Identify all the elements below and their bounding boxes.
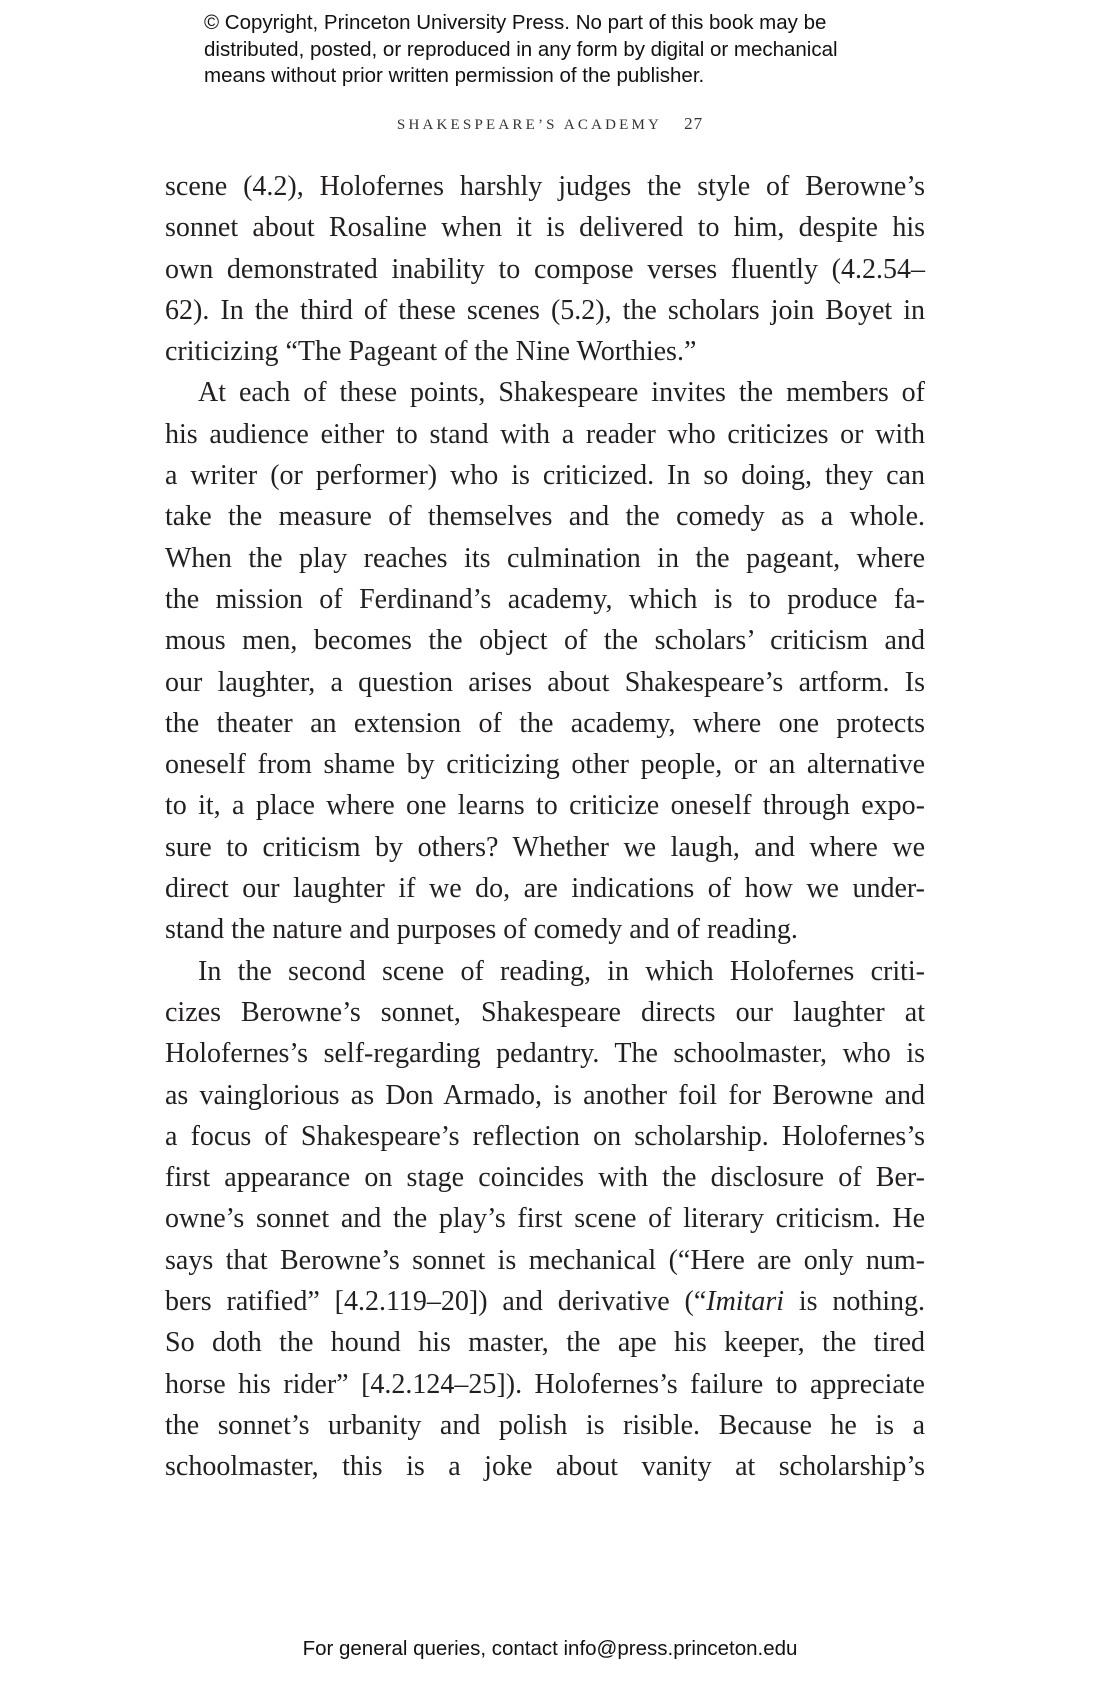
text-line xyxy=(165,290,925,331)
text-line xyxy=(165,662,925,703)
text-line xyxy=(165,372,925,413)
text-segment: to it, a place where one learns to criticize oneself through expo- xyxy=(165,790,925,822)
text-line xyxy=(165,1322,925,1363)
text-segment: direct our laughter if we do, are indications of how we under- xyxy=(165,873,925,905)
text-segment: is nothing. xyxy=(784,1286,925,1318)
text-line xyxy=(165,1364,925,1405)
text-line xyxy=(165,1405,925,1446)
text-segment: as vainglorious as Don Armado, is another foil for Berowne and xyxy=(165,1079,925,1111)
running-head-title: SHAKESPEARE’S ACADEMY xyxy=(396,117,663,133)
text-segment: In the second scene of reading, in which Holofernes criti- xyxy=(198,955,925,987)
text-line xyxy=(165,620,925,661)
text-line xyxy=(165,166,925,207)
text-segment: first appearance on stage coincides with the disclosure of Ber- xyxy=(165,1162,925,1194)
text-segment: horse his rider” [4.2.124–25]). Holofernes’s failure to appreciate xyxy=(165,1368,925,1400)
text-line xyxy=(165,785,925,826)
italic-text: Imitari xyxy=(706,1286,785,1318)
text-segment: oneself from shame by criticizing other people, or an alternative xyxy=(165,749,925,781)
text-segment: his audience either to stand with a reader who criticizes or with xyxy=(165,418,925,450)
text-segment: mous men, becomes the object of the scholars’ criticism and xyxy=(165,625,925,657)
copyright-line: means without prior written permission of the publisher. xyxy=(204,64,705,87)
text-segment: sonnet about Rosaline when it is delivered to him, despite his xyxy=(165,212,925,244)
text-segment: take the measure of themselves and the comedy as a whole. xyxy=(165,501,925,533)
copyright-line: distributed, posted, or reproduced in any form by digital or mechanical xyxy=(204,37,838,61)
text-segment: says that Berowne’s sonnet is mechanical (“Here are only num- xyxy=(165,1244,925,1276)
text-line xyxy=(165,951,925,992)
text-line xyxy=(165,538,925,579)
text-segment: When the play reaches its culmination in the pageant, where xyxy=(165,542,925,574)
text-line xyxy=(165,1281,925,1322)
text-line xyxy=(165,455,925,496)
running-head xyxy=(0,114,1100,134)
text-segment: the mission of Ferdinand’s academy, which is to produce fa- xyxy=(165,583,925,615)
text-segment: stand the nature and purposes of comedy and of reading. xyxy=(165,914,798,946)
text-segment: a writer (or performer) who is criticized. In so doing, they can xyxy=(165,460,925,492)
text-line xyxy=(165,703,925,744)
text-segment: own demonstrated inability to compose verses fluently (4.2.54– xyxy=(165,253,925,285)
text-segment: Holofernes’s self-regarding pedantry. The schoolmaster, who is xyxy=(165,1038,925,1070)
text-line xyxy=(165,579,925,620)
text-segment: At each of these points, Shakespeare invites the members of xyxy=(198,377,925,409)
text-segment: a focus of Shakespeare’s reflection on scholarship. Holofernes’s xyxy=(165,1120,925,1152)
text-segment: sure to criticism by others? Whether we laugh, and where we xyxy=(165,831,925,863)
text-segment: So doth the hound his master, the ape his keeper, the tired xyxy=(165,1327,925,1359)
text-line xyxy=(165,1198,925,1239)
text-segment: bers ratified” [4.2.119–20]) and derivative (“ xyxy=(165,1286,707,1318)
text-segment: criticizing “The Pageant of the Nine Worthies.” xyxy=(165,336,697,368)
text-segment: owne’s sonnet and the play’s first scene of literary criticism. He xyxy=(165,1203,925,1235)
copyright-notice xyxy=(204,10,838,90)
text-line xyxy=(165,207,925,248)
text-line xyxy=(165,744,925,785)
footer-contact: For general queries, contact info@press.princeton.edu xyxy=(302,1637,798,1660)
copyright-line: © Copyright, Princeton University Press. No part of this book may be xyxy=(204,11,827,34)
text-line xyxy=(165,992,925,1033)
text-segment: 62). In the third of these scenes (5.2), the scholars join Boyet in xyxy=(165,294,925,326)
text-line xyxy=(165,1033,925,1074)
text-line xyxy=(165,909,925,950)
text-line xyxy=(165,496,925,537)
text-segment: schoolmaster, this is a joke about vanity at scholarship’s xyxy=(165,1451,925,1483)
text-line xyxy=(165,331,925,372)
text-segment: cizes Berowne’s sonnet, Shakespeare directs our laughter at xyxy=(165,996,925,1028)
text-line xyxy=(165,1240,925,1281)
text-line xyxy=(165,1116,925,1157)
paragraph xyxy=(165,166,925,372)
page-number: 27 xyxy=(684,114,704,133)
text-line xyxy=(165,1157,925,1198)
text-segment: the sonnet’s urbanity and polish is risible. Because he is a xyxy=(165,1409,925,1441)
body-text xyxy=(165,166,925,1488)
text-line xyxy=(165,868,925,909)
text-line xyxy=(165,1446,925,1487)
text-line xyxy=(165,249,925,290)
paragraph xyxy=(165,372,925,950)
text-line xyxy=(165,827,925,868)
text-segment: the theater an extension of the academy, where one protects xyxy=(165,707,925,739)
text-segment: scene (4.2), Holofernes harshly judges the style of Berowne’s xyxy=(165,171,925,202)
paragraph xyxy=(165,951,925,1488)
text-line xyxy=(165,1075,925,1116)
text-segment: our laughter, a question arises about Shakespeare’s artform. Is xyxy=(165,666,925,698)
text-line xyxy=(165,414,925,455)
